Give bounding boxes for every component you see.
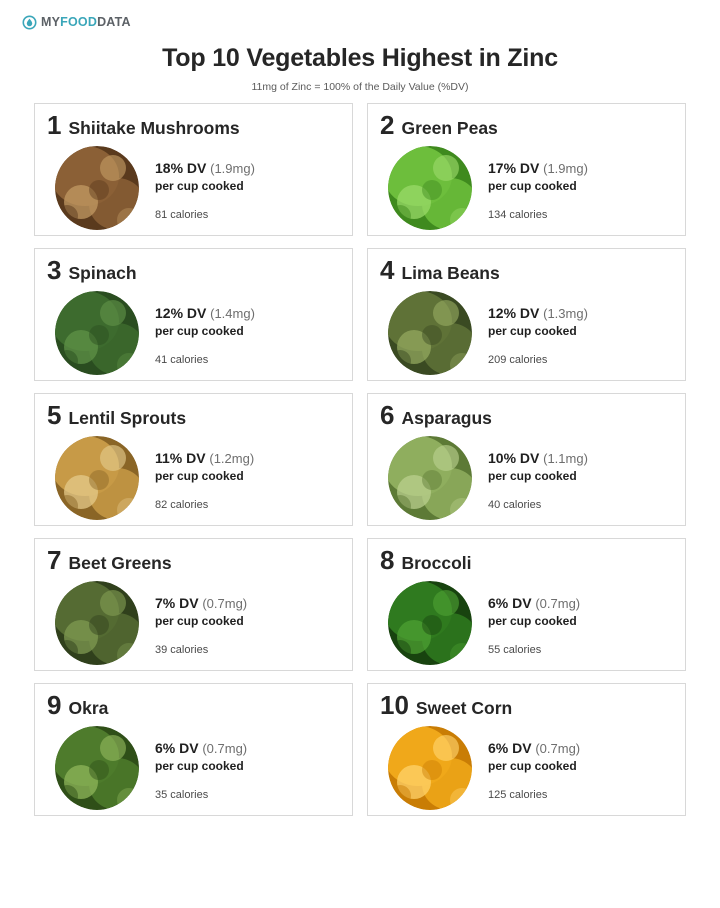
serving-size: per cup cooked — [488, 469, 577, 483]
food-photo — [55, 581, 139, 665]
daily-value-line — [155, 305, 255, 321]
calories: 134 calories — [488, 209, 548, 221]
food-name: Green Peas — [401, 118, 498, 138]
food-photo — [55, 726, 139, 810]
rank-number: 5 — [47, 400, 62, 430]
brand-wordmark — [41, 15, 131, 29]
card-body — [380, 436, 675, 520]
serving-size: per cup cooked — [155, 324, 244, 338]
card-body — [47, 436, 342, 520]
food-photo — [55, 436, 139, 520]
nutrition-facts — [155, 581, 247, 656]
food-card — [34, 393, 353, 526]
serving-size: per cup cooked — [488, 179, 577, 193]
droplet-icon — [22, 15, 37, 30]
daily-value: 6% DV — [155, 740, 199, 756]
zinc-amount: (1.9mg) — [543, 161, 588, 176]
daily-value: 12% DV — [155, 305, 207, 321]
daily-value-line — [488, 305, 588, 321]
nutrition-facts — [155, 726, 247, 801]
food-name: Asparagus — [401, 408, 492, 428]
daily-value-line — [488, 595, 580, 611]
brand-data: DATA — [97, 15, 131, 29]
daily-value: 12% DV — [488, 305, 540, 321]
food-name: Okra — [68, 698, 109, 718]
food-photo — [55, 146, 139, 230]
serving-size: per cup cooked — [155, 469, 244, 483]
food-name: Beet Greens — [68, 553, 172, 573]
rank-number: 1 — [47, 110, 62, 140]
food-card — [34, 683, 353, 816]
zinc-amount: (0.7mg) — [535, 596, 581, 611]
serving-size: per cup cooked — [155, 614, 244, 628]
food-name: Sweet Corn — [415, 698, 513, 718]
zinc-amount: (0.7mg) — [202, 741, 248, 756]
card-header — [47, 257, 342, 283]
card-header — [380, 692, 675, 718]
brand-my: MY — [41, 15, 61, 29]
daily-value: 11% DV — [155, 450, 206, 466]
card-body — [47, 146, 342, 230]
serving-size: per cup cooked — [155, 759, 244, 773]
daily-value: 17% DV — [488, 160, 540, 176]
rank-number: 9 — [47, 690, 62, 720]
food-photo — [388, 436, 472, 520]
card-body — [380, 146, 675, 230]
card-body — [47, 291, 342, 375]
rank-number: 3 — [47, 255, 62, 285]
food-card — [367, 103, 686, 236]
nutrition-facts — [155, 146, 255, 221]
zinc-amount: (0.7mg) — [202, 596, 248, 611]
food-card — [34, 248, 353, 381]
food-card — [367, 683, 686, 816]
card-header — [47, 692, 342, 718]
rank-number: 10 — [380, 690, 409, 720]
card-header — [47, 402, 342, 428]
zinc-amount: (1.3mg) — [543, 306, 588, 321]
zinc-amount: (1.1mg) — [543, 451, 588, 466]
daily-value: 6% DV — [488, 595, 532, 611]
daily-value-line — [155, 450, 254, 466]
calories: 35 calories — [155, 789, 209, 801]
card-body — [380, 726, 675, 810]
nutrition-facts — [488, 726, 580, 801]
food-card — [367, 248, 686, 381]
nutrition-facts — [488, 146, 588, 221]
nutrition-facts — [155, 291, 255, 366]
calories: 125 calories — [488, 789, 548, 801]
nutrition-facts — [488, 291, 588, 366]
rank-number: 4 — [380, 255, 395, 285]
food-card — [367, 538, 686, 671]
food-photo — [388, 726, 472, 810]
daily-value-line — [488, 450, 588, 466]
daily-value-line — [488, 160, 588, 176]
daily-value: 18% DV — [155, 160, 207, 176]
rank-number: 2 — [380, 110, 395, 140]
zinc-amount: (1.2mg) — [209, 451, 255, 466]
food-name: Shiitake Mushrooms — [68, 118, 240, 138]
card-header — [47, 112, 342, 138]
card-header — [380, 402, 675, 428]
food-photo — [388, 146, 472, 230]
calories: 82 calories — [155, 499, 209, 511]
card-header — [380, 547, 675, 573]
food-name: Lentil Sprouts — [68, 408, 187, 428]
rank-number: 8 — [380, 545, 395, 575]
calories: 209 calories — [488, 354, 548, 366]
card-header — [380, 257, 675, 283]
zinc-amount: (1.9mg) — [210, 161, 255, 176]
food-card-grid — [34, 103, 686, 816]
calories: 81 calories — [155, 209, 209, 221]
rank-number: 6 — [380, 400, 395, 430]
daily-value-line — [155, 740, 247, 756]
daily-value: 10% DV — [488, 450, 540, 466]
card-header — [47, 547, 342, 573]
food-card — [34, 538, 353, 671]
page-title: Top 10 Vegetables Highest in Zinc — [162, 44, 558, 72]
card-body — [47, 726, 342, 810]
calories: 40 calories — [488, 499, 542, 511]
brand-logo[interactable] — [0, 0, 720, 32]
nutrition-facts — [488, 436, 588, 511]
daily-value: 7% DV — [155, 595, 199, 611]
calories: 41 calories — [155, 354, 209, 366]
food-photo — [388, 291, 472, 375]
calories: 39 calories — [155, 644, 209, 656]
daily-value: 6% DV — [488, 740, 532, 756]
nutrition-facts — [155, 436, 254, 511]
card-body — [380, 291, 675, 375]
serving-size: per cup cooked — [488, 759, 577, 773]
food-card — [367, 393, 686, 526]
food-name: Broccoli — [401, 553, 472, 573]
serving-size: per cup cooked — [488, 324, 577, 338]
food-card — [34, 103, 353, 236]
zinc-amount: (0.7mg) — [535, 741, 581, 756]
daily-value-line — [488, 740, 580, 756]
food-photo — [55, 291, 139, 375]
daily-value-line — [155, 160, 255, 176]
serving-size: per cup cooked — [488, 614, 577, 628]
zinc-amount: (1.4mg) — [210, 306, 255, 321]
card-body — [380, 581, 675, 665]
brand-food: FOOD — [60, 15, 98, 29]
food-name: Spinach — [68, 263, 137, 283]
calories: 55 calories — [488, 644, 542, 656]
daily-value-line — [155, 595, 247, 611]
page-subtitle: 11mg of Zinc = 100% of the Daily Value (%DV) — [251, 81, 469, 93]
food-photo — [388, 581, 472, 665]
rank-number: 7 — [47, 545, 62, 575]
food-name: Lima Beans — [401, 263, 500, 283]
serving-size: per cup cooked — [155, 179, 244, 193]
card-body — [47, 581, 342, 665]
nutrition-facts — [488, 581, 580, 656]
card-header — [380, 112, 675, 138]
